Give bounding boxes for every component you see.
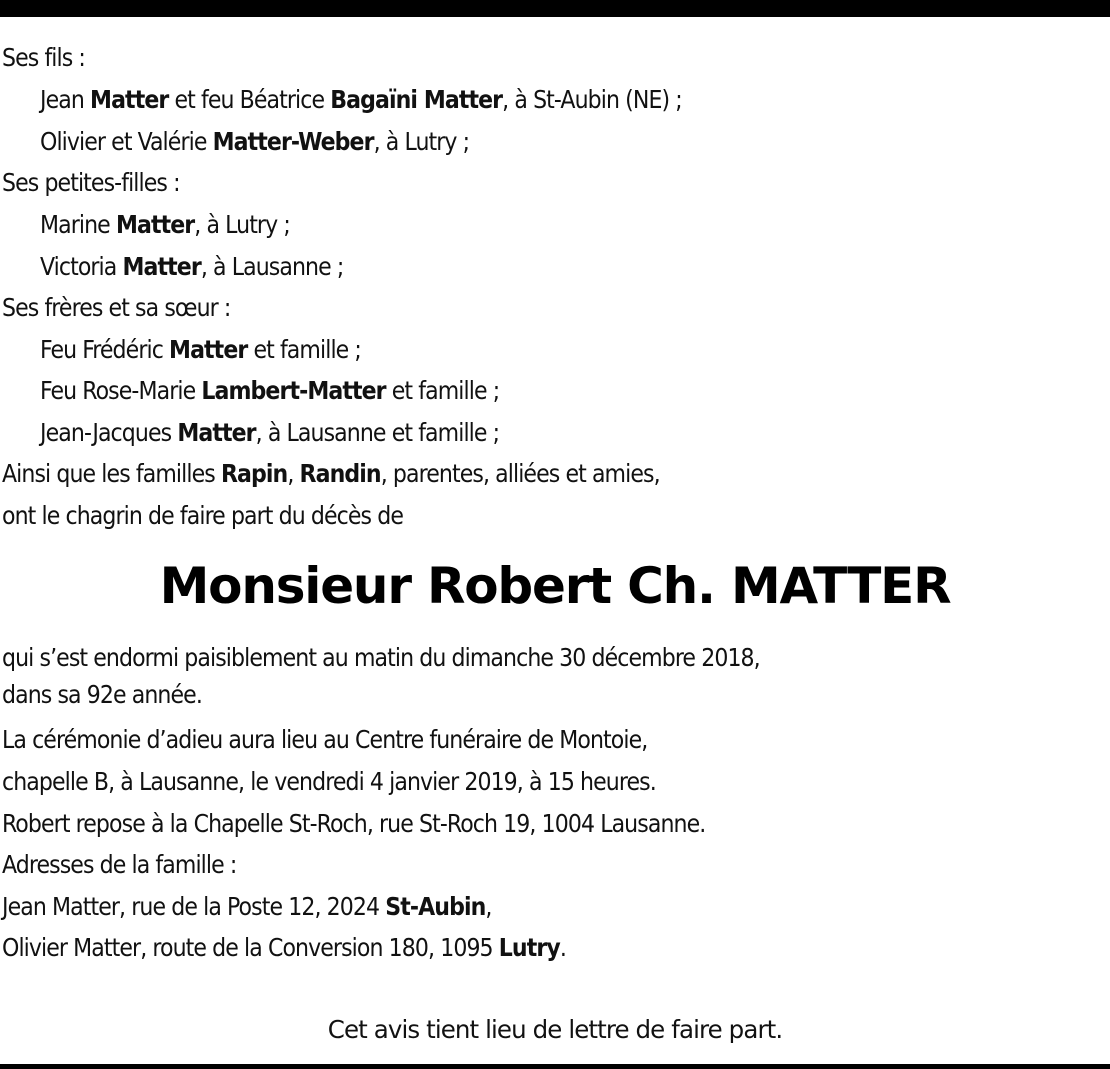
siblings-heading: Ses frères et sa sœur : [2, 293, 231, 322]
separator: , [287, 459, 300, 488]
family-text: et famille ; [247, 335, 361, 364]
sibling-line-jean-jacques [40, 417, 499, 449]
surname: Matter [115, 210, 195, 239]
location-text: , à St-Aubin (NE) ; [502, 85, 682, 114]
surname: Matter [122, 252, 201, 281]
address-line-olivier [2, 932, 566, 964]
address-line-jean [2, 891, 492, 923]
punctuation: , [485, 892, 492, 921]
surname: Matter [177, 418, 256, 447]
connector-text: et feu Béatrice [168, 85, 331, 114]
top-rule [0, 0, 1110, 17]
closing-note: Cet avis tient lieu de lettre de faire part. [327, 1015, 783, 1044]
granddaughter-line-victoria [40, 251, 343, 283]
deceased-name: Monsieur Robert Ch. MATTER [159, 557, 951, 615]
given-name: Victoria [40, 252, 123, 281]
given-name: Jean-Jacques [40, 418, 178, 447]
surname: Bagaïni Matter [330, 85, 503, 114]
addresses-heading: Adresses de la famille : [2, 850, 237, 879]
surname: Matter-Weber [212, 127, 374, 156]
son-line-olivier [40, 126, 469, 158]
families-lead: Ainsi que les familles [2, 459, 221, 488]
body-line-chapel: chapelle B, à Lausanne, le vendredi 4 janvier 2019, à 15 heures. [2, 767, 656, 796]
given-name: Marine [40, 210, 116, 239]
address-text: Olivier Matter, route de la Conversion 180, 1095 [2, 933, 499, 962]
bottom-rule [0, 1064, 1110, 1069]
body-line-age: dans sa 92e année. [2, 680, 202, 709]
families-line [2, 458, 660, 490]
location-text: , à Lutry ; [373, 127, 470, 156]
punctuation: . [559, 933, 566, 962]
family-text: , à Lausanne et famille ; [255, 418, 500, 447]
body-line-passing: qui s’est endormi paisiblement au matin du dimanche 30 décembre 2018, [2, 643, 760, 672]
location-text: , à Lausanne ; [200, 252, 344, 281]
family-text: et famille ; [385, 376, 500, 405]
sibling-line-frederic [40, 334, 361, 366]
granddaughters-heading: Ses petites-filles : [2, 168, 180, 197]
surname: Matter [169, 335, 248, 364]
surname: Lambert-Matter [201, 376, 386, 405]
granddaughter-line-marine [40, 209, 290, 241]
body-line-rests: Robert repose à la Chapelle St-Roch, rue St-Roch 19, 1004 Lausanne. [2, 809, 706, 838]
given-name: Feu Rose-Marie [40, 376, 202, 405]
given-name: Feu Frédéric [40, 335, 170, 364]
son-line-jean [40, 84, 682, 116]
body-line-ceremony: La cérémonie d’adieu aura lieu au Centre funéraire de Montoie, [2, 725, 648, 754]
announcement-line: ont le chagrin de faire part du décès de [2, 501, 404, 530]
address-town: St-Aubin [385, 892, 486, 921]
sibling-line-rose-marie [40, 375, 499, 407]
family-name-rapin: Rapin [220, 459, 288, 488]
family-name-randin: Randin [299, 459, 381, 488]
surname: Matter [90, 85, 169, 114]
sons-heading: Ses fils : [2, 43, 85, 72]
address-text: Jean Matter, rue de la Poste 12, 2024 [2, 892, 386, 921]
address-town: Lutry [498, 933, 560, 962]
families-rest: , parentes, alliées et amies, [380, 459, 660, 488]
location-text: , à Lutry ; [194, 210, 290, 239]
given-name: Olivier et Valérie [40, 127, 213, 156]
given-name: Jean [40, 85, 91, 114]
